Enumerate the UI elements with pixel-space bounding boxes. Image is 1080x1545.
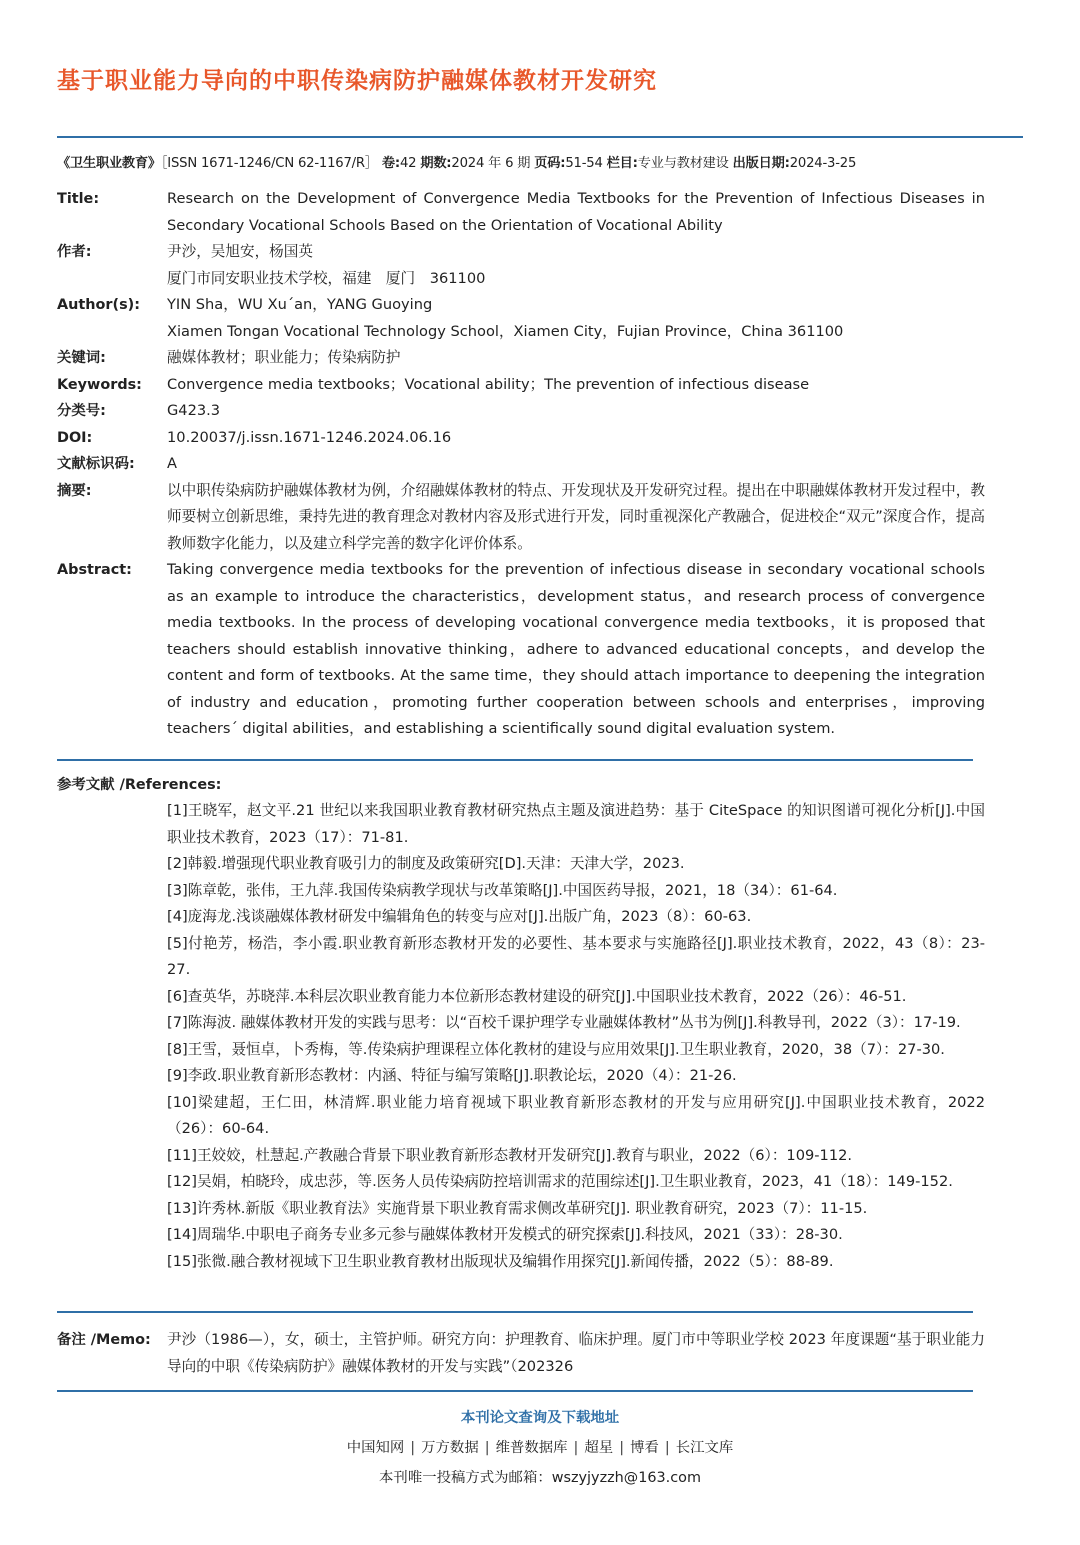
- journal-name[interactable]: 《卫生职业教育》: [57, 156, 161, 171]
- meta-value: [167, 398, 985, 425]
- reference-list: [167, 798, 985, 1275]
- reference-item: [4]庞海龙.浅谈融媒体教材研发中编辑角色的转变与应对[J].出版广角，2023（8）：60-63.: [167, 908, 752, 925]
- date-label: 出版日期:: [732, 156, 790, 171]
- memo-label: 备注 /Memo:: [57, 1332, 151, 1348]
- journal-info: [57, 152, 1027, 171]
- issue: 2024 年 6 期: [451, 156, 531, 171]
- meta-label: Abstract:: [57, 562, 132, 578]
- meta-label: 作者:: [57, 244, 92, 260]
- meta-value: [167, 345, 985, 372]
- meta-label: 摘要:: [57, 482, 92, 499]
- meta-row: [57, 478, 985, 558]
- reference-item: [5]付艳芳，杨浩，李小霞.职业教育新形态教材开发的必要性、基本要求与实施路径[J].职业技术教育，2022，43（8）：23-27.: [167, 934, 985, 978]
- submission-info: 本刊唯一投稿方式为邮箱：wszyjyzzh@163.com: [379, 1470, 701, 1486]
- meta-row: [57, 345, 985, 372]
- meta-row: [57, 239, 985, 292]
- meta-row: [57, 186, 985, 239]
- meta-row: [57, 557, 985, 743]
- database-link[interactable]: 长江文库: [675, 1440, 734, 1456]
- meta-value-line: Convergence media textbooks；Vocational ability；The prevention of infectious disease: [167, 375, 810, 393]
- meta-label: 关键词:: [57, 350, 106, 366]
- reference-item: [12]吴娟，柏晓玲，成忠莎，等.医务人员传染病防控培训需求的范围综述[J].卫生职业教育，2023，41（18）：149-152.: [167, 1173, 953, 1190]
- divider: [57, 1390, 973, 1392]
- pages: 51-54: [565, 156, 603, 171]
- meta-value-line: Taking convergence media textbooks for the prevention of infectious disease in secondary vocational schools as an example to introduce the characteristics，development status，and research process of convergence media textbooks. In the process of developing vocational convergence media textbooks，it is proposed that teachers should establish innovative thinking，adhere to advanced educational concepts，and develop the content and form of textbooks. At the same time，they should attach importance to deepening the integration of industry and education，promoting further cooperation between schools and enterprises，improving teachers´ digital abilities，and establishing a scientifically sound digital evaluation system.: [167, 561, 985, 737]
- column: 专业与教材建设: [637, 156, 729, 171]
- database-link[interactable]: 博看: [630, 1440, 659, 1456]
- reference-item: [7]陈海波. 融媒体教材开发的实践与思考：以“百校千课护理学专业融媒体教材”丛书为例[J].科教导刊，2022（3）：17-19.: [167, 1014, 961, 1031]
- reference-item: [2]韩毅.增强现代职业教育吸引力的制度及政策研究[D].天津：天津大学，2023.: [167, 855, 685, 872]
- database-link[interactable]: 维普数据库: [495, 1440, 568, 1456]
- reference-item: [9]李政.职业教育新形态教材：内涵、特征与编写策略[J].职教论坛，2020（4）：21-26.: [167, 1067, 737, 1084]
- separator: |: [619, 1440, 625, 1456]
- meta-value: [167, 557, 985, 743]
- meta-label: 分类号:: [57, 403, 106, 419]
- meta-row: [57, 425, 985, 452]
- separator: |: [664, 1440, 670, 1456]
- meta-value: [167, 451, 985, 478]
- meta-value-line: YIN Sha，WU Xu´an，YANG Guoying: [167, 296, 433, 313]
- volume-label: 卷:: [381, 156, 400, 171]
- divider: [57, 1311, 973, 1313]
- meta-row: [57, 372, 985, 399]
- meta-value: [167, 239, 985, 292]
- meta-value: [167, 186, 985, 239]
- footer-title: 本刊论文查询及下载地址: [460, 1410, 620, 1426]
- meta-value-line: 厦门市同安职业技术学校，福建 厦门 361100: [167, 269, 486, 287]
- separator: |: [410, 1440, 416, 1456]
- reference-item: [11]王姣姣，杜慧起.产教融合背景下职业教育新形态教材开发研究[J].教育与职业，2022（6）：109-112.: [167, 1146, 853, 1164]
- divider: [57, 136, 1023, 138]
- meta-value: [167, 478, 985, 558]
- pages-label: 页码:: [534, 156, 566, 171]
- reference-item: [10]梁建超，王仁田，林清辉.职业能力培育视域下职业教育新形态教材的开发与应用研究[J].中国职业技术教育，2022（26）：60-64.: [167, 1093, 985, 1137]
- divider: [57, 759, 973, 761]
- meta-value-line: Xiamen Tongan Vocational Technology School，Xiamen City，Fujian Province，China 361100: [167, 322, 844, 340]
- meta-value-line: 以中职传染病防护融媒体教材为例，介绍融媒体教材的特点、开发现状及开发研究过程。提出在中职融媒体教材开发过程中，教师要树立创新思维，秉持先进的教育理念对教材内容及形式进行开发，同时重视深化产教融合，促进校企“双元”深度合作，提高教师数字化能力，以及建立科学完善的数字化评价体系。: [167, 481, 985, 552]
- meta-label: Author(s):: [57, 297, 140, 313]
- footer: [0, 1403, 1080, 1493]
- database-list: [0, 1433, 1080, 1463]
- meta-value-line: G423.3: [167, 402, 221, 419]
- meta-value: [167, 372, 985, 399]
- reference-item: [8]王雪，聂恒卓，卜秀梅，等.传染病护理课程立体化教材的建设与应用效果[J].卫生职业教育，2020，38（7）：27-30.: [167, 1040, 945, 1058]
- meta-value: [167, 292, 985, 345]
- publish-date: 2024-3-25: [789, 156, 857, 171]
- database-link[interactable]: 万方数据: [421, 1440, 479, 1456]
- article-metadata: [57, 186, 985, 743]
- meta-label: Title:: [57, 191, 100, 207]
- reference-item: [1]王晓军，赵文平.21 世纪以来我国职业教育教材研究热点主题及演进趋势：基于 CiteSpace 的知识图谱可视化分析[J].中国职业技术教育，2023（17）：71-81.: [167, 802, 985, 846]
- reference-item: [15]张微.融合教材视域下卫生职业教育教材出版现状及编辑作用探究[J].新闻传播，2022（5）：88-89.: [167, 1252, 834, 1270]
- meta-value-line: A: [167, 455, 177, 472]
- references-heading: 参考文献 /References:: [57, 777, 222, 793]
- references-section: [57, 772, 985, 1275]
- separator: |: [484, 1440, 490, 1456]
- database-link[interactable]: 超星: [584, 1440, 614, 1456]
- separator: |: [573, 1440, 579, 1456]
- memo-text: 尹沙（1986—），女，硕士，主管护师。研究方向：护理教育、临床护理。厦门市中等职业学校 2023 年度课题“基于职业能力导向的中职《传染病防护》融媒体教材的开发与实践”（202326: [167, 1331, 985, 1375]
- meta-row: [57, 451, 985, 478]
- volume: 42: [399, 156, 417, 171]
- reference-item: [6]查英华，苏晓萍.本科层次职业教育能力本位新形态教材建设的研究[J].中国职业技术教育，2022（26）：46-51.: [167, 987, 907, 1005]
- meta-value-line: 尹沙，吴旭安，杨国英: [167, 243, 313, 260]
- memo-section: [57, 1327, 985, 1380]
- meta-label: DOI:: [57, 429, 93, 446]
- database-link[interactable]: 中国知网: [346, 1440, 405, 1456]
- meta-row: [57, 292, 985, 345]
- reference-item: [3]陈章乾，张伟，王九萍.我国传染病教学现状与改革策略[J].中国医药导报，2021，18（34）：61-64.: [167, 881, 838, 899]
- paper-title: 基于职业能力导向的中职传染病防护融媒体教材开发研究: [57, 68, 657, 94]
- meta-value-line[interactable]: 10.20037/j.issn.1671-1246.2024.06.16: [167, 428, 452, 446]
- issn: ［ISSN 1671-1246/CN 62-1167/R］: [160, 156, 378, 171]
- meta-value-line: 融媒体教材；职业能力；传染病防护: [167, 349, 401, 366]
- meta-label: 文献标识码:: [57, 456, 135, 472]
- meta-label: Keywords:: [57, 376, 142, 393]
- meta-row: [57, 398, 985, 425]
- meta-value: [167, 425, 985, 452]
- issue-label: 期数:: [420, 156, 452, 171]
- meta-value-line: Research on the Development of Convergence Media Textbooks for the Prevention of Infectious Diseases in Secondary Vocational Schools Based on the Orientation of Vocational Ability: [167, 190, 985, 234]
- reference-item: [13]许秀林.新版《职业教育法》实施背景下职业教育需求侧改革研究[J]. 职业教育研究，2023（7）：11-15.: [167, 1199, 868, 1217]
- reference-item: [14]周瑞华.中职电子商务专业多元参与融媒体教材开发模式的研究探索[J].科技风，2021（33）：28-30.: [167, 1226, 843, 1243]
- column-label: 栏目:: [606, 156, 638, 171]
